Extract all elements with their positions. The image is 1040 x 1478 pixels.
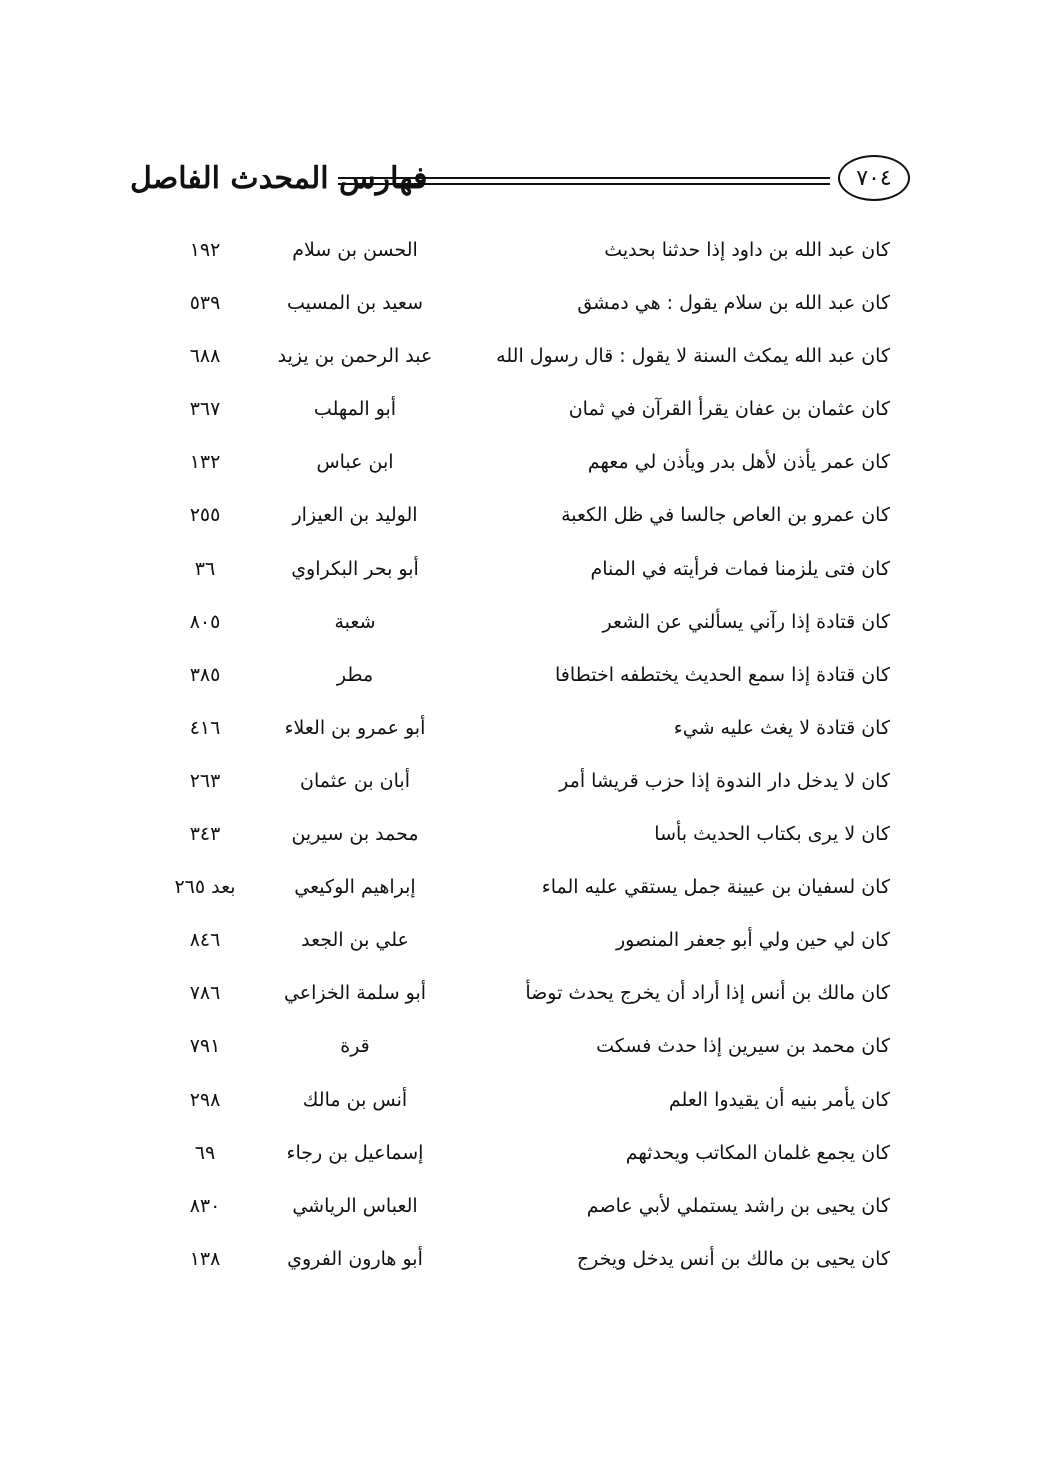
- page-reference: ٧٨٦: [189, 982, 221, 1005]
- narrator-name: الحسن بن سلام: [292, 239, 418, 261]
- hadith-text: كان يجمع غلمان المكاتب ويحدثهم: [625, 1141, 890, 1164]
- page-number: ٧٠٤: [838, 155, 910, 201]
- page-reference: ٦٨٨: [189, 345, 221, 368]
- hadith-text: كان محمد بن سيرين إذا حدث فسكت: [596, 1035, 890, 1058]
- narrator-name: علي بن الجعد: [301, 929, 409, 952]
- page-reference: ٧٩١: [189, 1035, 221, 1058]
- hadith-text: كان مالك بن أنس إذا أراد أن يخرج يحدث توضأ: [525, 982, 890, 1005]
- index-row: [130, 862, 900, 915]
- running-title: فهارس المحدث الفاصل: [130, 161, 428, 196]
- index-table: [130, 225, 900, 1287]
- hadith-text: كان عمر يأذن لأهل بدر ويأذن لي معهم: [587, 451, 890, 474]
- hadith-text: كان عبد الله بن سلام يقول : هي دمشق: [577, 292, 890, 315]
- index-row: [130, 1075, 900, 1128]
- hadith-text: كان قتادة لا يغث عليه شيء: [673, 716, 890, 739]
- narrator-name: أبو بحر البكراوي: [291, 557, 419, 580]
- index-row: [130, 703, 900, 756]
- page-reference: ٣٦٧: [189, 398, 221, 421]
- hadith-text: كان قتادة إذا سمع الحديث يختطفه اختطافا: [554, 663, 890, 686]
- narrator-name: شعبة: [334, 610, 376, 633]
- narrator-name: أبو عمرو بن العلاء: [284, 716, 426, 739]
- index-row: [130, 384, 900, 437]
- hadith-text: كان عثمان بن عفان يقرأ القرآن في ثمان: [568, 398, 890, 421]
- page-reference: بعد ٢٦٥: [174, 876, 236, 899]
- page-reference: ٥٣٩: [189, 292, 221, 315]
- page-reference: ٨٠٥: [189, 610, 221, 633]
- narrator-name: مطر: [336, 663, 374, 686]
- narrator-name: إسماعيل بن رجاء: [286, 1141, 424, 1164]
- page-header: [130, 155, 910, 215]
- hadith-text: كان يحيى بن مالك بن أنس يدخل ويخرج: [576, 1247, 890, 1270]
- narrator-name: محمد بن سيرين: [291, 823, 419, 846]
- page-reference: ١٣٨: [189, 1247, 221, 1270]
- index-row: [130, 544, 900, 597]
- index-row: [130, 756, 900, 809]
- index-row: [130, 915, 900, 968]
- narrator-name: ابن عباس: [316, 451, 394, 474]
- page-reference: ٣٤٣: [189, 823, 221, 846]
- page-reference: ٣٨٥: [189, 663, 221, 686]
- index-row: [130, 597, 900, 650]
- index-row: [130, 225, 900, 278]
- hadith-text: كان يأمر بنيه أن يقيدوا العلم: [668, 1088, 890, 1111]
- narrator-name: أبو سلمة الخزاعي: [283, 982, 427, 1005]
- page-reference: ٣٦: [194, 557, 216, 580]
- narrator-name: عبد الرحمن بن يزيد: [277, 345, 433, 368]
- hadith-text: كان لي حين ولي أبو جعفر المنصور: [615, 929, 890, 952]
- narrator-name: أنس بن مالك: [302, 1088, 408, 1111]
- hadith-text: كان لا يدخل دار الندوة إذا حزب قريشا أمر: [559, 769, 890, 792]
- page-reference: ٢٩٨: [189, 1088, 221, 1111]
- narrator-name: قرة: [340, 1035, 370, 1058]
- page-reference: ٤١٦: [189, 716, 221, 739]
- hadith-text: كان فتى يلزمنا فمات فرأيته في المنام: [590, 557, 890, 580]
- hadith-text: كان لسفيان بن عيينة جمل يستقي عليه الماء: [541, 876, 890, 899]
- page-reference: ٢٦٣: [189, 769, 221, 792]
- narrator-name: أبو هارون الفروي: [287, 1247, 423, 1270]
- index-row: [130, 968, 900, 1021]
- index-row: [130, 1128, 900, 1181]
- hadith-text: كان يحيى بن راشد يستملي لأبي عاصم: [586, 1194, 890, 1217]
- page-reference: ٢٥٥: [189, 504, 221, 527]
- narrator-name: أبو المهلب: [313, 398, 397, 421]
- page-reference: ٨٤٦: [189, 929, 221, 952]
- index-row: [130, 490, 900, 543]
- page-reference: ٦٩: [194, 1141, 216, 1164]
- index-row: [130, 809, 900, 862]
- narrator-name: سعيد بن المسيب: [286, 292, 423, 315]
- header-double-rule: [338, 177, 830, 185]
- hadith-text: كان عبد الله يمكث السنة لا يقول : قال رسول الله: [496, 345, 890, 368]
- narrator-name: إبراهيم الوكيعي: [294, 876, 416, 899]
- hadith-text: كان عمرو بن العاص جالسا في ظل الكعبة: [561, 504, 890, 527]
- index-row: [130, 1234, 900, 1287]
- hadith-text: كان لا يرى بكتاب الحديث بأسا: [654, 823, 890, 846]
- index-row: [130, 1021, 900, 1074]
- index-row: [130, 278, 900, 331]
- page-reference: ١٩٢: [189, 239, 221, 261]
- narrator-name: أبان بن عثمان: [300, 769, 410, 792]
- index-row: [130, 1181, 900, 1234]
- hadith-text: كان عبد الله بن داود إذا حدثنا بحديث: [604, 239, 890, 261]
- narrator-name: العباس الرياشي: [292, 1194, 418, 1217]
- hadith-text: كان قتادة إذا رآني يسألني عن الشعر: [602, 610, 890, 633]
- index-row: [130, 437, 900, 490]
- index-row: [130, 650, 900, 703]
- page-reference: ٨٣٠: [189, 1194, 221, 1217]
- page-reference: ١٣٢: [189, 451, 221, 474]
- index-row: [130, 331, 900, 384]
- narrator-name: الوليد بن العيزار: [292, 504, 418, 527]
